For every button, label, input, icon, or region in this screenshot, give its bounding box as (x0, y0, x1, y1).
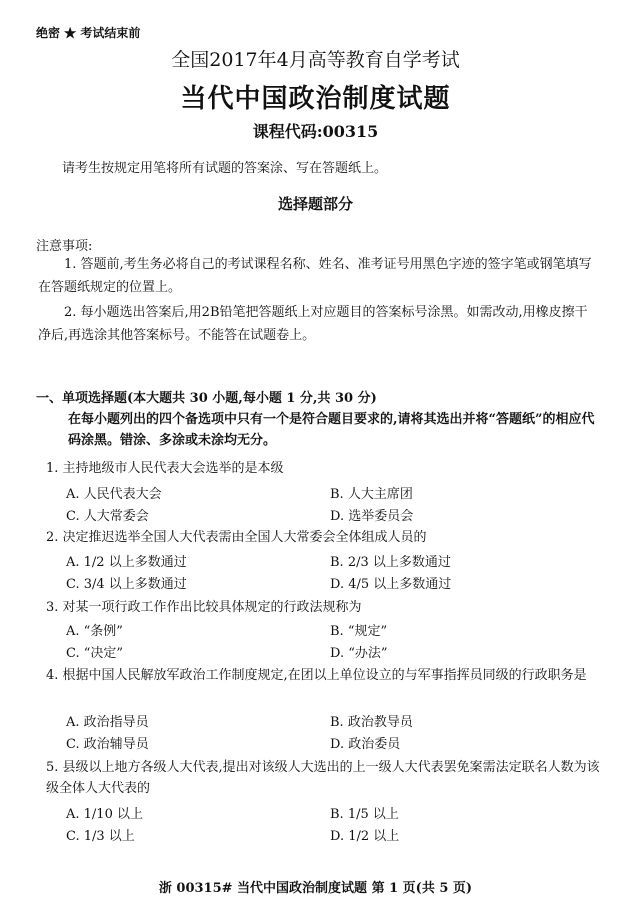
option-b: B. 人大主席团 (330, 487, 413, 502)
secret-mark: 绝密 ★ 考试结束前 (36, 26, 141, 40)
option-d: D. 1/2 以上 (330, 829, 400, 844)
note-item: 2. 每小题选出答案后,用2B铅笔把答题纸上对应题目的答案标号涂黑。如需改动,用橡皮擦干净后,再选涂其他答案标号。不能答在试题卷上。 (38, 305, 588, 343)
option-c: C. 3/4 以上多数通过 (66, 577, 187, 592)
option-a: A. 1/10 以上 (66, 807, 143, 822)
exam-title: 全国2017年4月高等教育自学考试 (171, 49, 460, 71)
option-a: A. 人民代表大会 (66, 487, 162, 502)
question-stem: 3. 对某一项行政工作作出比较具体规定的行政法规称为 (46, 600, 362, 615)
option-d: D. 选举委员会 (330, 509, 414, 524)
option-a: A. 1/2 以上多数通过 (66, 555, 187, 570)
option-c: C. “决定” (66, 646, 124, 661)
option-b: B. 2/3 以上多数通过 (330, 555, 451, 570)
option-d: D. 4/5 以上多数通过 (330, 577, 452, 592)
option-c: C. 人大常委会 (66, 509, 149, 524)
option-b: B. 1/5 以上 (330, 807, 399, 822)
option-b: B. 政治教导员 (330, 715, 413, 730)
option-d: D. “办法” (330, 646, 388, 661)
paper-title: 当代中国政治制度试题 (180, 84, 451, 114)
question-stem: 1. 主持地级市人民代表大会选举的是本级 (46, 461, 284, 476)
part1-instruction: 在每小题列出的四个备选项中只有一个是符合题目要求的,请将其选出并将“答题纸”的相应代码涂黑。错涂、多涂或未涂均无分。 (68, 412, 595, 448)
option-a: A. 政治指导员 (66, 715, 149, 730)
question-stem: 2. 决定推迟选举全国人大代表需由全国人大常委会全体组成人员的 (46, 530, 427, 545)
option-c: C. 1/3 以上 (66, 829, 135, 844)
option-c: C. 政治辅导员 (66, 737, 149, 752)
question-stem: 4. 根据中国人民解放军政治工作制度规定,在团以上单位设立的与军事指挥员同级的行政职务是 (46, 668, 587, 683)
option-b: B. “规定” (330, 624, 388, 639)
option-d: D. 政治委员 (330, 737, 401, 752)
notes-title: 注意事项: (36, 239, 93, 254)
page-footer: 浙 00315# 当代中国政治制度试题 第 1 页(共 5 页) (158, 881, 473, 896)
intro-text: 请考生按规定用笔将所有试题的答案涂、写在答题纸上。 (62, 161, 388, 176)
part1-heading: 一、单项选择题(本大题共 30 小题,每小题 1 分,共 30 分) (36, 391, 377, 406)
section-title: 选择题部分 (277, 195, 353, 213)
note-item: 1. 答题前,考生务必将自己的考试课程名称、姓名、准考证号用黑色字迹的签字笔或钢笔填写在答题纸规定的位置上。 (38, 257, 592, 295)
question-stem: 5. 县级以上地方各级人大代表,提出对该级人大选出的上一级人大代表罢免案需法定联名人数为该级全体人大代表的 (46, 760, 600, 796)
course-code: 课程代码:00315 (252, 122, 379, 141)
option-a: A. “条例” (66, 624, 123, 639)
